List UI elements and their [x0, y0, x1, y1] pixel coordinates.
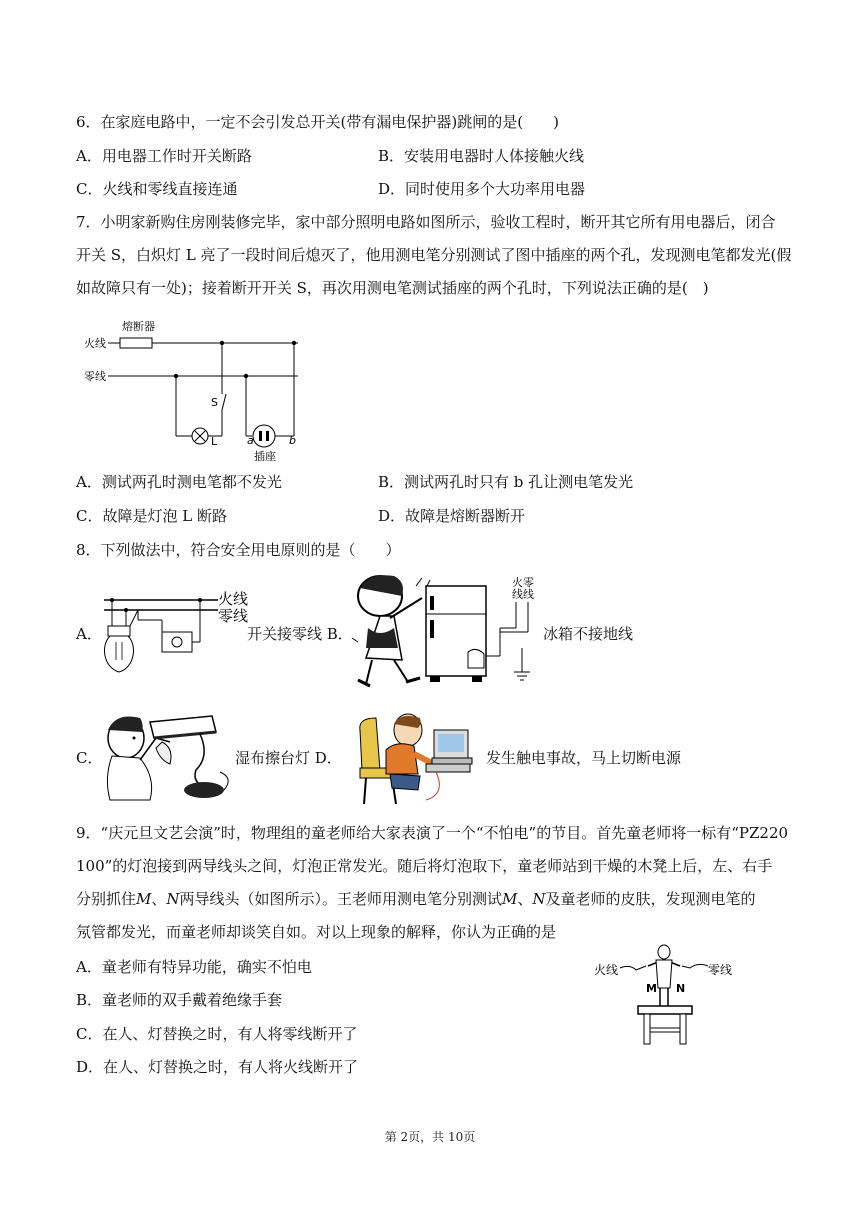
q9-stem-line1: 9．“庆元旦文艺会演”时，物理组的童老师给大家表演了一个“不怕电”的节目。首先童老师将一标有“PZ220 [76, 824, 789, 842]
socket-label: 插座 [254, 450, 276, 463]
wall-switch-icon [162, 632, 192, 652]
q8-stem: 8．下列做法中，符合安全用电原则的是（ ） [76, 541, 401, 559]
q9-stem-line4: 氖管都发光，而童老师却谈笑自如。对以上现象的解释，你认为正确的是 [76, 923, 557, 941]
q9-line3-n2: N [532, 890, 546, 908]
q9-line3-sep2: 、 [517, 890, 533, 908]
q8-option-b-text: 冰箱不接地线 [543, 625, 634, 643]
q8-option-a-letter: A． [76, 625, 102, 643]
q9-person-stool-figure [590, 944, 740, 1046]
q9-stem-line2: 100”的灯泡接到两导线头之间，灯泡正常发光。随后将灯泡取下，童老师站到干燥的木凳上后，左、右手 [76, 857, 773, 875]
page-footer: 第 2页，共 10页 [384, 1130, 476, 1144]
q9-option-d: D．在人、灯替换之时，有人将火线断开了 [76, 1058, 359, 1076]
q8-option-c-letter: C． [76, 749, 103, 767]
q8-option-c-text: 湿布擦台灯 D． [235, 749, 342, 767]
switch-symbol [222, 394, 226, 410]
fuse-symbol [120, 338, 152, 348]
q7-option-b: B．测试两孔时只有 b 孔让测电笔发光 [378, 473, 634, 491]
q8-d-computer-figure [356, 710, 474, 806]
q9-fig-n-label: N [676, 982, 686, 995]
q9-line3-part1: 分别抓住 [76, 890, 137, 908]
q9-option-b: B．童老师的双手戴着绝缘手套 [76, 991, 283, 1009]
q9-line3-m: M [136, 890, 152, 908]
q6-option-a: A．用电器工作时开关断路 [76, 147, 252, 165]
q7-option-a: A．测试两孔时测电笔都不发光 [76, 473, 282, 491]
wooden-stool-icon [638, 1006, 692, 1014]
q9-fig-m-label: M [646, 982, 657, 995]
q9-line3-sep1: 、 [151, 890, 167, 908]
fuse-label: 熔断器 [122, 320, 155, 333]
q9-option-a: A．童老师有特异功能，确实不怕电 [76, 958, 312, 976]
q8-b-label-line1: 火零 [512, 576, 534, 589]
q6-option-b: B．安装用电器时人体接触火线 [378, 147, 585, 165]
socket-symbol [253, 425, 275, 447]
q9-line3-part3: 及童老师的皮肤，发现测电笔的 [545, 890, 756, 908]
q9-stem-line3 [76, 889, 756, 909]
q9-fig-live-label: 火线 [594, 963, 619, 977]
q9-line3-n: N [166, 890, 180, 908]
q8-option-d-text: 发生触电事故，马上切断电源 [486, 749, 682, 767]
q8-option-a-text: 开关接零线 B． [247, 625, 353, 643]
q6-stem: 6．在家庭电路中，一定不会引发总开关(带有漏电保护器)跳闸的是( ) [76, 113, 559, 131]
switch-label: S [211, 396, 218, 409]
neutral-wire-label: 零线 [84, 370, 106, 383]
q7-stem-line3: 如故障只有一处)；接着断开开关 S，再次用测电笔测试插座的两个孔时，下列说法正确的是( ) [76, 279, 709, 297]
q7-stem-line2: 开关 S，白炽灯 L 亮了一段时间后熄灭了，他用测电笔分别测试了图中插座的两个孔，发现测电笔都发光(假 [76, 246, 792, 264]
q8-b-fridge-figure [350, 568, 540, 690]
q7-option-d: D．故障是熔断器断开 [378, 507, 526, 525]
q8-c-lamp-figure [100, 708, 235, 804]
socket-hole-b-label: b [289, 434, 296, 447]
q7-stem-line1: 7．小明家新购住房刚装修完毕，家中部分照明电路如图所示，验收工程时，断开其它所有用电器后，闭合 [76, 213, 776, 231]
q9-line3-m2: M [502, 890, 518, 908]
q6-option-c: C．火线和零线直接连通 [76, 180, 238, 198]
live-wire-label: 火线 [84, 337, 106, 350]
q7-option-c: C．故障是灯泡 L 断路 [76, 507, 227, 525]
q8-a-wiring-figure [100, 580, 250, 680]
q7-circuit-diagram [80, 318, 310, 463]
q8-a-live-label: 火线 [218, 590, 249, 608]
q9-option-c: C．在人、灯替换之时，有人将零线断开了 [76, 1025, 358, 1043]
q8-a-neutral-label: 零线 [218, 607, 249, 625]
q9-line3-part2: 两导线头（如图所示）。王老师用测电笔分别测试 [179, 890, 503, 908]
light-bulb-icon [104, 636, 133, 672]
q6-option-d: D．同时使用多个大功率用电器 [378, 180, 586, 198]
q9-fig-neutral-label: 零线 [708, 963, 733, 977]
socket-hole-a-label: a [247, 434, 254, 447]
q8-b-label-line2: 线线 [512, 588, 534, 601]
lamp-label: L [211, 435, 218, 448]
